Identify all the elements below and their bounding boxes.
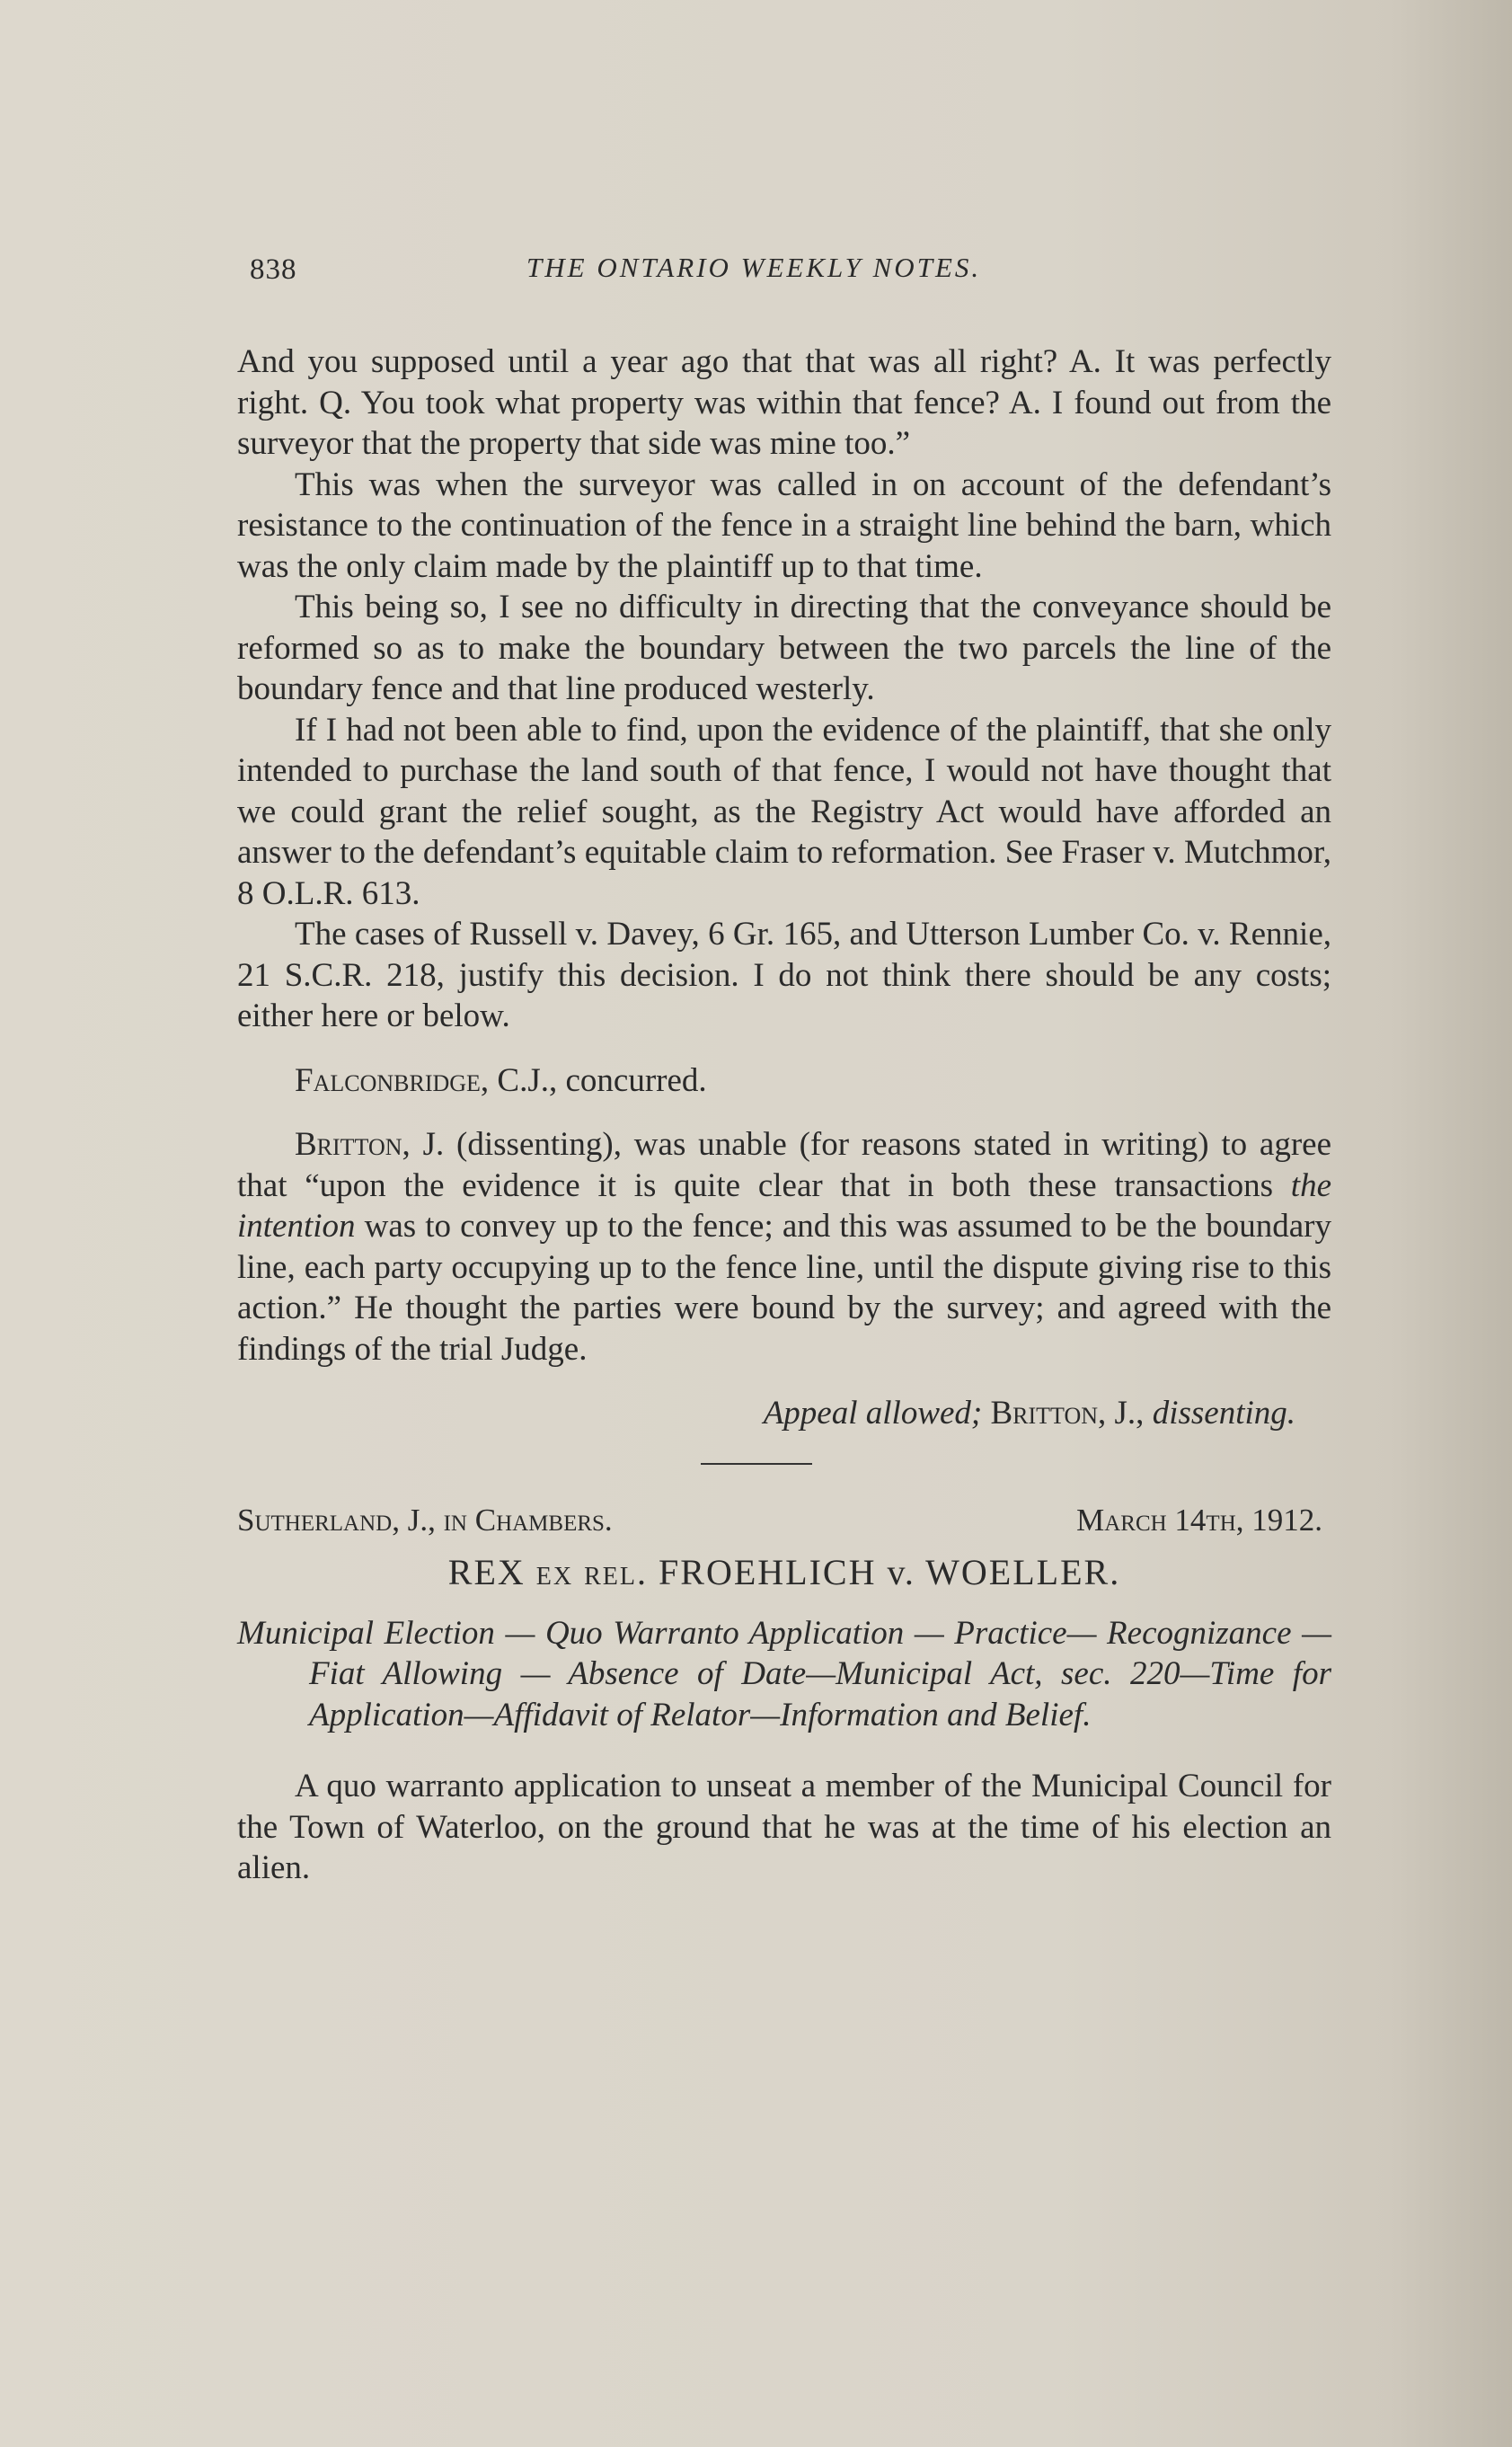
judge-name-britton: Britton <box>295 1126 402 1163</box>
dissent-text-1: , J. (dissenting), was unable (for reasons stated in writing) to agree that “upon the evidence it is quite clear that in both these transactions <box>237 1126 1331 1204</box>
text-column <box>237 244 1331 1889</box>
paragraph-registry-act: If I had not been able to find, upon the evidence of the plaintiff, that she only intended to purchase the land south of that fence, I would not have thought that we could grant the relief sought, as the Registry Act would have afforded an answer to the defendant’s equitable claim to reformation. See Fraser v. Mutchmor, 8 O.L.R. 613. <box>237 711 1331 912</box>
case-headnote: Municipal Election — Quo Warranto Application — Practice— Recognizance — Fiat Allowing — Absence of Date—Municipal Act, sec. 220—Time for Application—Affidavit of Relator—Information and Belief. <box>237 1614 1331 1733</box>
page-number: 838 <box>250 253 297 286</box>
paragraph-case-opening: A quo warranto application to unseat a member of the Municipal Council for the Town of Waterloo, on the ground that he was at the time of his election an alien. <box>237 1768 1331 1886</box>
dissent-emphasis: the intention <box>237 1166 1331 1245</box>
paragraph-surveyor: This was when the surveyor was called in on account of the defendant’s resistance to the continuation of the fence in a straight line behind the barn, which was the only claim made by the plaintiff up to that time. <box>237 465 1331 585</box>
disposition-appeal-allowed: Appeal allowed; <box>763 1395 983 1432</box>
disposition-dissenting: dissenting. <box>1152 1395 1295 1432</box>
paragraph-reformation: This being so, I see no difficulty in directing that the conveyance should be reformed so as to make the boundary between the two parcels the line of the boundary fence and that line produced westerly. <box>237 589 1331 707</box>
running-header <box>237 244 1331 298</box>
section-divider <box>701 1463 812 1465</box>
case-title-rex: REX <box>447 1551 526 1592</box>
case-judge: Sutherland, J., in Chambers. <box>237 1502 613 1538</box>
running-title: THE ONTARIO WEEKLY NOTES. <box>526 252 982 283</box>
judge-name-falconbridge: Falconbridge <box>295 1061 481 1099</box>
disposition-judge: Britton <box>982 1395 1099 1432</box>
paragraph-cases-costs: The cases of Russell v. Davey, 6 Gr. 165, and Utterson Lumber Co. v. Rennie, 21 S.C.R. 218, justify this decision. I do not think there should be any costs; either here or below. <box>237 916 1331 1034</box>
paragraph-concurrence <box>237 1060 1331 1102</box>
case-title-parties: FROEHLICH v. WOELLER. <box>659 1551 1121 1592</box>
disposition-text: , J., <box>1098 1395 1153 1432</box>
case-title <box>237 1551 1331 1593</box>
case-court-line <box>237 1503 1331 1538</box>
disposition-line <box>237 1393 1331 1434</box>
paragraph-dissent <box>237 1124 1331 1370</box>
case-title-ex-rel: ex rel. <box>525 1551 659 1592</box>
concurrence-text: , C.J., concurred. <box>480 1061 707 1099</box>
dissent-text-2: was to convey up to the fence; and this was assumed to be the boundary line, each party occupying up to the fence line, until the dispute giving rise to this action.” He thought the parties were bound by the survey; and agreed with the findings of the trial Judge. <box>237 1208 1331 1368</box>
paragraph-testimony: And you supposed until a year ago that that was all right? A. It was perfectly right. Q. You took what property was within that fence? A. I found out from the surveyor that the property that side was mine too.” <box>237 343 1331 462</box>
case-date: March 14th, 1912. <box>1076 1502 1322 1538</box>
